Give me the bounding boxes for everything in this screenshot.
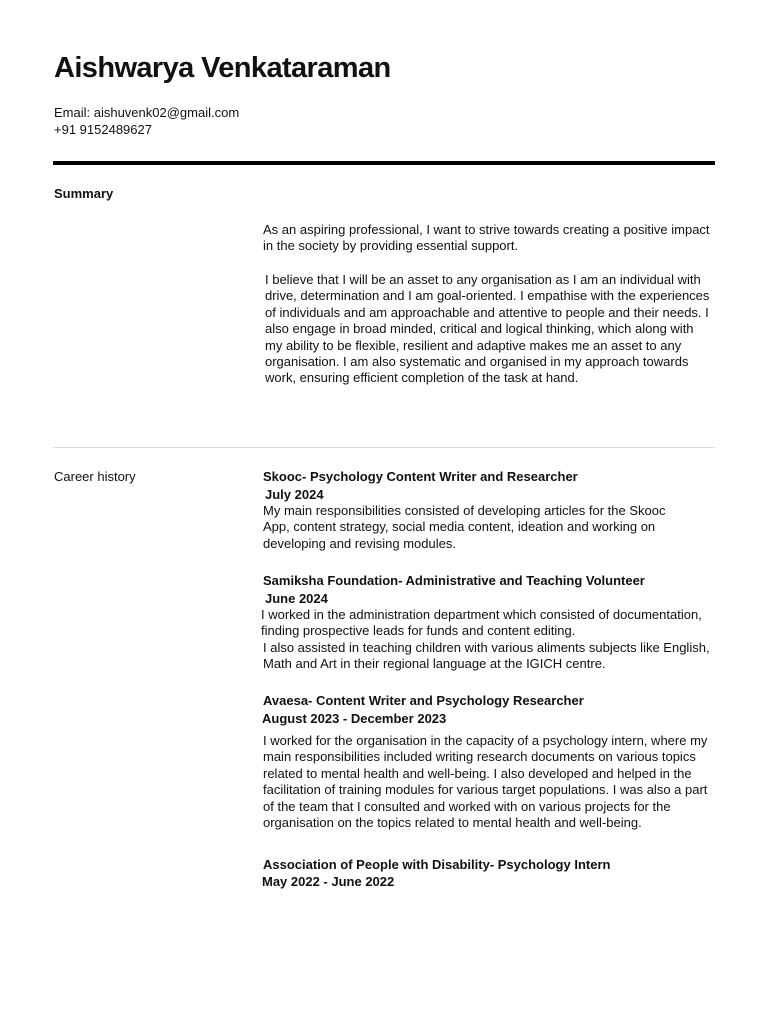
- job-description-samiksha: I worked in the administration department which consisted of documentation, finding prospective leads for funds and content editing.: [261, 607, 702, 639]
- summary-paragraph-2: I believe that I will be an asset to any organisation as I am an individual with drive, determination and I am goal-oriented. I empathise with the experiences of individuals and am approachable and attentive to people and their needs. I also engage in broad minded, critical and logical thinking, which along with my ability to be flexible, resilient and adaptive makes me an asset to any organisation. I am also systematic and organised in my approach towards work, ensuring efficient completion of the task at hand.: [265, 272, 710, 386]
- job-description-samiksha-2: I also assisted in teaching children with various aliments subjects like English, Math and Art in their regional language at the IGICH centre.: [263, 640, 710, 672]
- phone-text: +91 9152489627: [54, 122, 152, 137]
- job-date-samiksha: June 2024: [265, 591, 328, 606]
- job-title-samiksha: Samiksha Foundation- Administrative and Teaching Volunteer: [263, 573, 645, 588]
- summary-heading: Summary: [54, 186, 114, 201]
- job-date-skooc: July 2024: [265, 487, 324, 502]
- career-history-heading: Career history: [54, 469, 136, 484]
- job-title-apd: Association of People with Disability- Psychology Intern: [263, 857, 611, 872]
- job-date-apd: May 2022 - June 2022: [262, 874, 395, 889]
- job-description-skooc: My main responsibilities consisted of developing articles for the Skooc App, content strategy, social media content, ideation and working on developing and revising modules.: [263, 503, 666, 551]
- job-description-avaesa: I worked for the organisation in the capacity of a psychology intern, where my main responsibilities included writing research documents on various topics related to mental health and well-being. I also developed and helped in the facilitation of training modules for various target populations. I was also a part of the team that I consulted and worked with on various projects for the organisation on the topics related to mental health and well-being.: [263, 733, 708, 831]
- contact-block: [54, 104, 239, 138]
- header-divider: [53, 161, 715, 165]
- summary-paragraph-1: As an aspiring professional, I want to strive towards creating a positive impact in the society by providing essential support.: [263, 222, 710, 254]
- job-title-avaesa: Avaesa- Content Writer and Psychology Researcher: [263, 693, 584, 708]
- resume-name: Aishwarya Venkataraman: [54, 52, 391, 84]
- job-date-avaesa: August 2023 - December 2023: [262, 711, 447, 726]
- job-title-skooc: Skooc- Psychology Content Writer and Researcher: [263, 469, 578, 484]
- section-divider: [53, 447, 715, 448]
- email-text: Email: aishuvenk02@gmail.com: [54, 105, 240, 120]
